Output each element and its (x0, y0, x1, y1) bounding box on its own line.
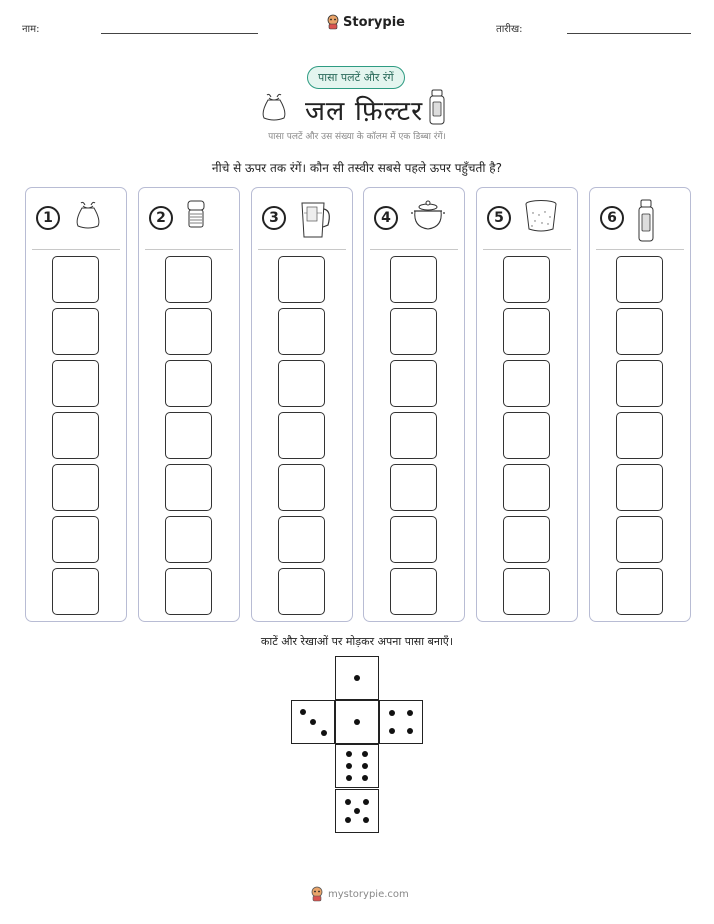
color-box[interactable] (165, 308, 212, 355)
color-box[interactable] (278, 516, 325, 563)
column-number: 6 (600, 206, 624, 230)
color-box[interactable] (390, 568, 437, 615)
color-box[interactable] (52, 516, 99, 563)
color-box[interactable] (278, 568, 325, 615)
color-box[interactable] (278, 308, 325, 355)
dice-pip (407, 710, 413, 716)
filter-cartridge-icon (185, 199, 207, 235)
dice-pip (363, 817, 369, 823)
column-number: 3 (262, 206, 286, 230)
color-box[interactable] (390, 516, 437, 563)
name-label: नाम: (22, 24, 40, 35)
storypie-mascot-icon (310, 886, 324, 902)
color-box[interactable] (52, 360, 99, 407)
dice-pip (362, 751, 368, 757)
color-box[interactable] (616, 360, 663, 407)
dice-pip (345, 817, 351, 823)
color-box[interactable] (616, 412, 663, 459)
color-box[interactable] (165, 568, 212, 615)
dice-face (335, 656, 379, 700)
color-box[interactable] (278, 360, 325, 407)
column-divider (483, 249, 571, 250)
dice-pip (354, 719, 360, 725)
color-box[interactable] (165, 464, 212, 511)
column-number: 5 (487, 206, 511, 230)
dice-pip (389, 710, 395, 716)
column-4 (363, 187, 465, 622)
dice-pip (354, 808, 360, 814)
subtitle: पासा पलटें और उस संख्या के कॉलम में एक डिब्बा रंगें। (268, 132, 446, 142)
color-box[interactable] (616, 308, 663, 355)
column-number: 2 (149, 206, 173, 230)
column-divider (258, 249, 346, 250)
column-number: 4 (374, 206, 398, 230)
dice-pip (363, 799, 369, 805)
dice-face (335, 789, 379, 833)
dice-pip (321, 730, 327, 736)
color-box[interactable] (278, 256, 325, 303)
color-box[interactable] (616, 256, 663, 303)
water-bottle-filter-icon (427, 89, 447, 125)
dice-face (379, 700, 423, 744)
color-box[interactable] (503, 568, 550, 615)
color-box[interactable] (503, 256, 550, 303)
column-6 (589, 187, 691, 622)
color-box[interactable] (390, 412, 437, 459)
dice-pip (346, 775, 352, 781)
color-box[interactable] (52, 308, 99, 355)
color-box[interactable] (52, 256, 99, 303)
color-box[interactable] (390, 308, 437, 355)
color-box[interactable] (616, 568, 663, 615)
column-divider (32, 249, 120, 250)
dice-pip (407, 728, 413, 734)
column-divider (145, 249, 233, 250)
color-box[interactable] (52, 464, 99, 511)
dice-pip (346, 763, 352, 769)
color-box[interactable] (165, 412, 212, 459)
dice-pip (346, 751, 352, 757)
color-box[interactable] (390, 256, 437, 303)
brand-logo (326, 14, 405, 30)
brand-name: Storypie (343, 14, 405, 30)
dice-pip (345, 799, 351, 805)
footer (310, 886, 409, 902)
color-box[interactable] (165, 256, 212, 303)
color-box[interactable] (616, 464, 663, 511)
color-box[interactable] (616, 516, 663, 563)
dice-pip (310, 719, 316, 725)
color-box[interactable] (165, 360, 212, 407)
dice-pip (362, 763, 368, 769)
dice-pip (354, 675, 360, 681)
clay-pot-icon (410, 199, 446, 235)
color-box[interactable] (52, 568, 99, 615)
color-box[interactable] (278, 464, 325, 511)
storypie-mascot-icon (326, 14, 340, 30)
dice-pip (362, 775, 368, 781)
drawstring-bag-icon (72, 199, 104, 235)
color-box[interactable] (165, 516, 212, 563)
dice-face (291, 700, 335, 744)
column-3 (251, 187, 353, 622)
color-box[interactable] (503, 360, 550, 407)
instruction: नीचे से ऊपर तक रंगें। कौन सी तस्वीर सबसे पहले ऊपर पहुँचती है? (211, 161, 503, 175)
column-divider (596, 249, 684, 250)
water-jug-icon (298, 199, 334, 243)
footer-url[interactable]: mystorypie.com (328, 888, 409, 900)
color-box[interactable] (503, 464, 550, 511)
dice-face (335, 744, 379, 788)
column-5 (476, 187, 578, 622)
color-box[interactable] (503, 516, 550, 563)
column-number: 1 (36, 206, 60, 230)
name-field[interactable] (101, 33, 258, 34)
color-box[interactable] (278, 412, 325, 459)
color-box[interactable] (503, 412, 550, 459)
color-box[interactable] (390, 360, 437, 407)
activity-pill: पासा पलटें और रंगें (307, 66, 405, 89)
column-1 (25, 187, 127, 622)
dice-face (335, 700, 379, 744)
ceramic-filter-icon (523, 199, 559, 237)
water-bottle-filter-icon (636, 199, 656, 247)
column-2 (138, 187, 240, 622)
column-divider (370, 249, 458, 250)
color-box[interactable] (390, 464, 437, 511)
drawstring-bag-icon (258, 92, 290, 122)
color-box[interactable] (52, 412, 99, 459)
color-box[interactable] (503, 308, 550, 355)
page-title: जल फ़िल्टर (305, 96, 424, 127)
dice-note: काटें और रेखाओं पर मोड़कर अपना पासा बनाएँ। (260, 635, 454, 648)
dice-pip (300, 709, 306, 715)
date-label: तारीख: (496, 24, 523, 35)
date-field[interactable] (567, 33, 691, 34)
dice-pip (389, 728, 395, 734)
